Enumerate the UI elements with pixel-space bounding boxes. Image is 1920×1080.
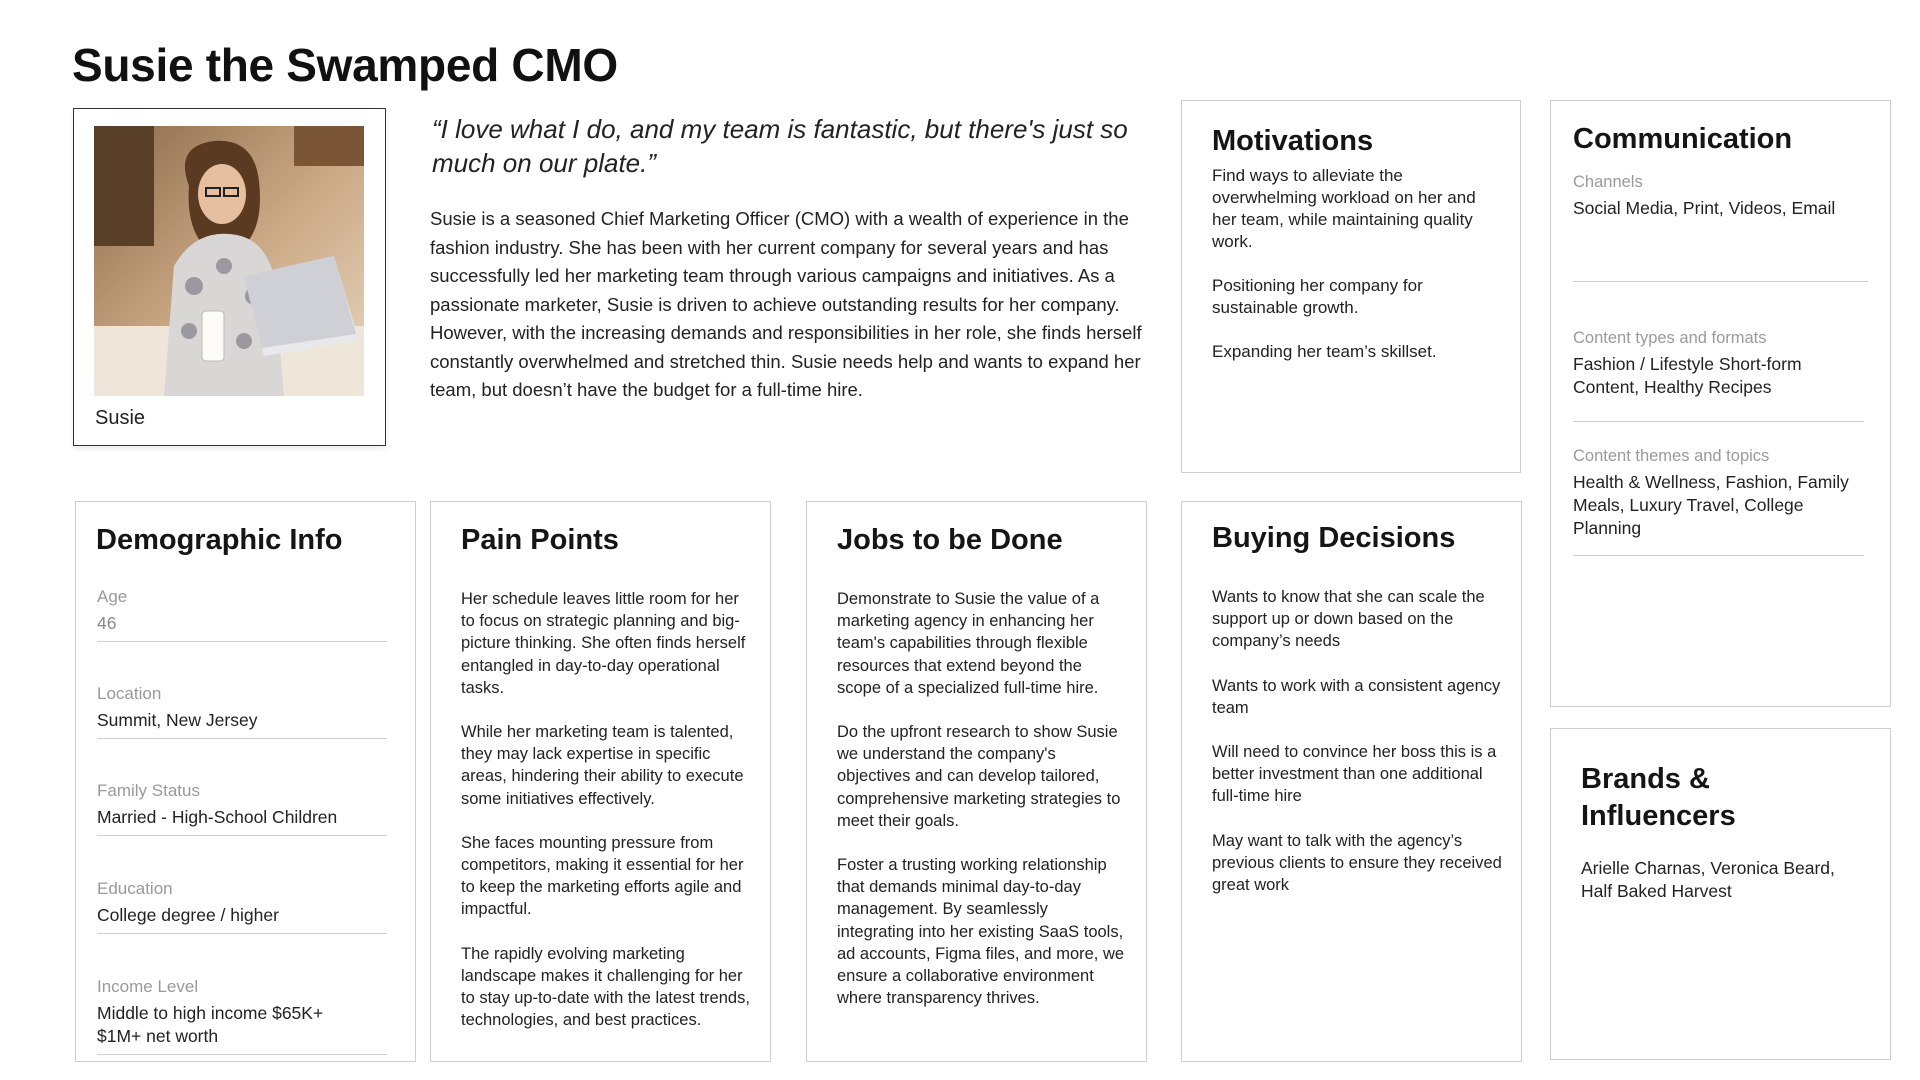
demo-value: 46 (97, 613, 117, 633)
comm-label: Channels (1573, 173, 1643, 191)
job-item: Foster a trusting working relationship that demands minimal day-to-day management. By seamlessly integrating into her existing SaaS tools, ad accounts, Figma files, and more, we ensure a collaborative environment where transparency thrives. (837, 856, 1125, 1008)
motivation-item: Positioning her company for sustainable growth. (1212, 276, 1423, 317)
page-title: Susie the Swamped CMO (72, 39, 618, 91)
demo-label: Location (97, 684, 162, 703)
comm-themes (1573, 445, 1864, 556)
demo-value: College degree / higher (97, 905, 279, 925)
demo-field-location (97, 683, 387, 739)
pain-point-item: She faces mounting pressure from competitors, making it essential for her to keep the marketing efforts agile and impactful. (461, 833, 744, 919)
pain-point-item: While her marketing team is talented, they may lack expertise in specific areas, hindering their ability to execute some initiatives effectively. (461, 723, 744, 808)
comm-channels (1573, 171, 1868, 282)
motivations-heading: Motivations (1212, 125, 1374, 157)
demo-field-income (97, 976, 387, 1055)
comm-value: Health & Wellness, Fashion, Family Meals, Luxury Travel, College Planning (1573, 472, 1849, 538)
buying-item: Will need to convince her boss this is a better investment than one additional full-time hire (1212, 743, 1497, 806)
job-item: Demonstrate to Susie the value of a marketing agency in enhancing her team's capabilities through flexible resources that extend beyond the scope of a specialized full-time hire. (837, 590, 1100, 697)
persona-photo (94, 126, 364, 396)
persona-quote: “I love what I do, and my team is fantastic, but there's just so much on our plate.” (432, 114, 1128, 178)
motivation-item: Find ways to alleviate the overwhelming workload on her and her team, while maintaining quality work. (1212, 166, 1476, 251)
pain-points-heading: Pain Points (461, 524, 619, 556)
pain-point-item: Her schedule leaves little room for her to focus on strategic planning and big-picture thinking. She often finds herself entangled in day-to-day operational tasks. (461, 590, 746, 697)
comm-value: Social Media, Print, Videos, Email (1573, 198, 1836, 218)
persona-photo-card (73, 108, 386, 446)
demographic-card (75, 501, 416, 1062)
brands-card (1550, 728, 1891, 1060)
demo-label: Age (97, 587, 128, 606)
persona-bio: Susie is a seasoned Chief Marketing Officer (CMO) with a wealth of experience in the fashion industry. She has been with her current company for several years and has successfully led her marketing team through various campaigns and initiatives. As a passionate marketer, Susie is driven to achieve outstanding results for her company. However, with the increasing demands and responsibilities in her role, she finds herself constantly overwhelmed and stretched thin. Susie needs help and wants to expand her team, but doesn’t have the budget for a full-time hire. (430, 208, 1142, 400)
job-item: Do the upfront research to show Susie we understand the company's objectives and can develop tailored, comprehensive marketing strategies to meet their goals. (837, 723, 1121, 830)
demo-label: Income Level (97, 977, 199, 996)
photo-caption: Susie (95, 407, 146, 429)
buying-item: Wants to work with a consistent agency team (1212, 676, 1501, 717)
demo-value: Summit, New Jersey (97, 710, 258, 730)
pain-points-card (430, 501, 771, 1062)
motivation-item: Expanding her team’s skillset. (1212, 342, 1437, 361)
demo-label: Family Status (97, 781, 200, 800)
comm-value: Fashion / Lifestyle Short-form Content, Healthy Recipes (1573, 354, 1802, 397)
jobs-heading: Jobs to be Done (837, 524, 1063, 556)
demo-value: Middle to high income $65K+ $1M+ net worth (97, 1003, 324, 1046)
brands-heading: Brands & Influencers (1581, 763, 1736, 832)
brands-value: Arielle Charnas, Veronica Beard, Half Baked Harvest (1581, 858, 1835, 901)
comm-content-types (1573, 327, 1864, 422)
jobs-card (806, 501, 1147, 1062)
demographic-heading: Demographic Info (96, 524, 343, 556)
demo-value: Married - High-School Children (97, 807, 338, 827)
motivations-card (1181, 100, 1521, 473)
communication-heading: Communication (1573, 123, 1793, 155)
pain-point-item: The rapidly evolving marketing landscape makes it challenging for her to stay up-to-date with the latest trends, technologies, and best practices. (461, 944, 750, 1030)
buying-heading: Buying Decisions (1212, 522, 1456, 554)
buying-item: May want to talk with the agency’s previous clients to ensure they received great work (1212, 831, 1502, 895)
buying-decisions-card (1181, 501, 1522, 1062)
comm-label: Content themes and topics (1573, 447, 1770, 465)
comm-label: Content types and formats (1573, 329, 1767, 347)
buying-item: Wants to know that she can scale the support up or down based on the company’s needs (1212, 588, 1485, 651)
demo-field-education (97, 878, 387, 934)
demo-field-age (97, 586, 387, 642)
demo-field-family (97, 780, 387, 836)
demo-label: Education (97, 879, 173, 898)
communication-card (1550, 100, 1891, 707)
